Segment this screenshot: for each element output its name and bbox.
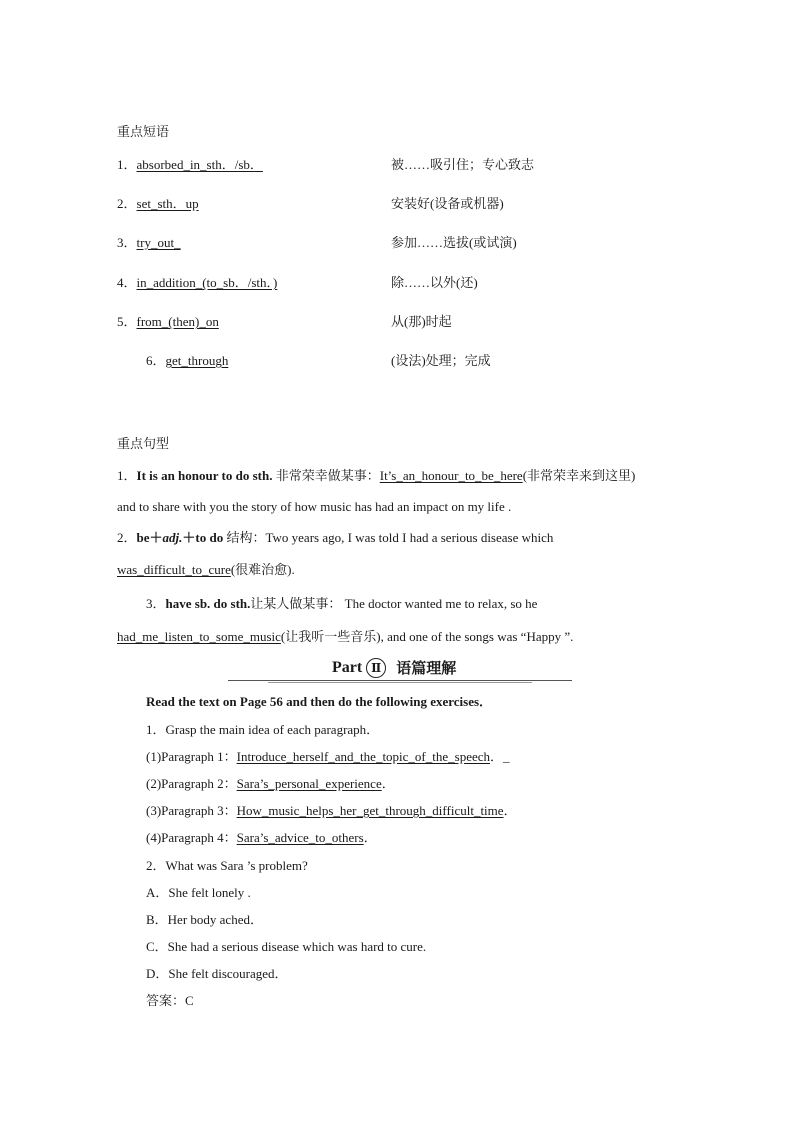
phrase-item — [117, 232, 717, 252]
phrase-number: 5． — [117, 314, 137, 329]
sentence-answer: It’s_an_honour_to_be_here — [379, 468, 523, 483]
sentence-2-continued — [117, 559, 295, 578]
sentence-pattern: have sb. do sth. — [165, 596, 251, 611]
phrase-english: from_(then)_on — [136, 314, 219, 329]
phrase-chinese: 被……吸引住；专心致志 — [391, 157, 535, 172]
phrase-english: set_sth．up — [136, 196, 199, 211]
phrase-english: get_through — [165, 353, 229, 368]
sentence-pattern-part: adj. — [162, 530, 183, 545]
sentence-end: . — [291, 562, 295, 577]
sentence-end: , and one of the songs was “Happy ”. — [380, 629, 574, 644]
sentence-description: 非常荣幸做某事： — [275, 468, 380, 483]
option-b: B．Her body ached． — [146, 912, 263, 927]
sentence-description: 结构： — [226, 530, 266, 545]
phrase-chinese: 安装好(设备或机器) — [391, 196, 504, 211]
phrase-number: 2． — [117, 196, 137, 211]
paragraph-answer — [146, 827, 377, 846]
paragraph-label: (3)Paragraph 3： — [146, 803, 237, 818]
sentence-translation: (很难治愈) — [230, 562, 292, 577]
sentence-pattern-part: be＋ — [136, 530, 163, 545]
exercise-instruction: Read the text on Page 56 and then do the following exercises． — [146, 694, 493, 709]
question-2: 2．What was Sara ’s problem? — [146, 858, 308, 873]
phrase-item — [117, 350, 717, 370]
phrase-number: 1． — [117, 157, 137, 172]
sentence-2 — [117, 527, 553, 546]
paragraph-main-idea: Sara’s_personal_experience — [236, 776, 382, 791]
phrases-heading: 重点短语 — [117, 124, 170, 139]
paragraph-answer — [146, 800, 517, 819]
phrase-item — [117, 193, 717, 213]
sentence-translation: (非常荣幸来到这里) — [522, 468, 636, 483]
part-title-chinese: 语篇理解 — [396, 659, 457, 677]
phrase-chinese: 从(那)时起 — [391, 314, 452, 329]
sentence-number: 1． — [117, 468, 137, 483]
paragraph-label: (1)Paragraph 1： — [146, 749, 237, 764]
paragraph-label: (4)Paragraph 4： — [146, 830, 237, 845]
paragraph-main-idea: Introduce_herself_and_the_topic_of_the_speech — [236, 749, 491, 764]
part-divider — [268, 682, 532, 683]
option-c: C．She had a serious disease which was hard to cure. — [146, 939, 427, 954]
question-1: 1．Grasp the main idea of each paragraph． — [146, 722, 380, 737]
sentence-pattern-part: ＋to do — [182, 530, 224, 545]
paragraph-main-idea: Sara’s_advice_to_others — [236, 830, 364, 845]
paragraph-tail: ． — [381, 776, 395, 791]
option-a: A．She felt lonely . — [146, 885, 251, 900]
phrase-english: in_addition_(to_sb．/sth．) — [136, 275, 278, 290]
paragraph-answer — [146, 773, 395, 792]
paragraph-label: (2)Paragraph 2： — [146, 776, 237, 791]
sentence-answer: was_difficult_to_cure — [117, 562, 231, 577]
phrase-item — [117, 272, 717, 292]
answer-key: 答案：C — [146, 993, 194, 1008]
phrase-chinese: 除……以外(还) — [391, 275, 478, 290]
sentences-heading: 重点句型 — [117, 436, 170, 451]
sentence-number: 3． — [146, 596, 166, 611]
phrase-number: 3． — [117, 235, 137, 250]
sentence-3 — [146, 593, 537, 612]
part-roman-numeral: Ⅱ — [366, 658, 386, 678]
sentence-3-continued — [117, 626, 573, 645]
sentence-1-continued: and to share with you the story of how music has had an impact on my life . — [117, 499, 512, 514]
sentence-answer: had_me_listen_to_some_music — [117, 629, 281, 644]
phrase-item — [117, 311, 717, 331]
sentence-pattern: It is an honour to do sth. — [136, 468, 273, 483]
phrase-english: try_out_ — [136, 235, 181, 250]
option-d: D．She felt discouraged． — [146, 966, 288, 981]
paragraph-answer — [146, 746, 510, 765]
sentence-1 — [117, 465, 635, 484]
paragraph-tail: ． — [503, 803, 517, 818]
paragraph-tail: ． — [363, 830, 377, 845]
part-title-banner — [228, 655, 572, 685]
sentence-number: 2． — [117, 530, 137, 545]
phrase-chinese: (设法)处理；完成 — [391, 353, 491, 368]
sentence-text: The doctor wanted me to relax, so he — [344, 596, 538, 611]
phrase-chinese: 参加……选拔(或试演) — [391, 235, 517, 250]
phrase-english: absorbed_in_sth．/sb． — [136, 157, 263, 172]
phrase-number: 6． — [146, 353, 166, 368]
paragraph-tail: ．_ — [490, 749, 510, 764]
phrase-number: 4． — [117, 275, 137, 290]
part-label: Part — [332, 658, 363, 676]
sentence-translation: (让我听一些音乐) — [280, 629, 381, 644]
sentence-text: Two years ago, I was told I had a serious disease which — [265, 530, 554, 545]
phrase-item — [117, 154, 717, 174]
paragraph-main-idea: How_music_helps_her_get_through_difficult_time — [236, 803, 504, 818]
part-divider — [228, 680, 572, 681]
sentence-description: 让某人做某事： — [250, 596, 342, 611]
